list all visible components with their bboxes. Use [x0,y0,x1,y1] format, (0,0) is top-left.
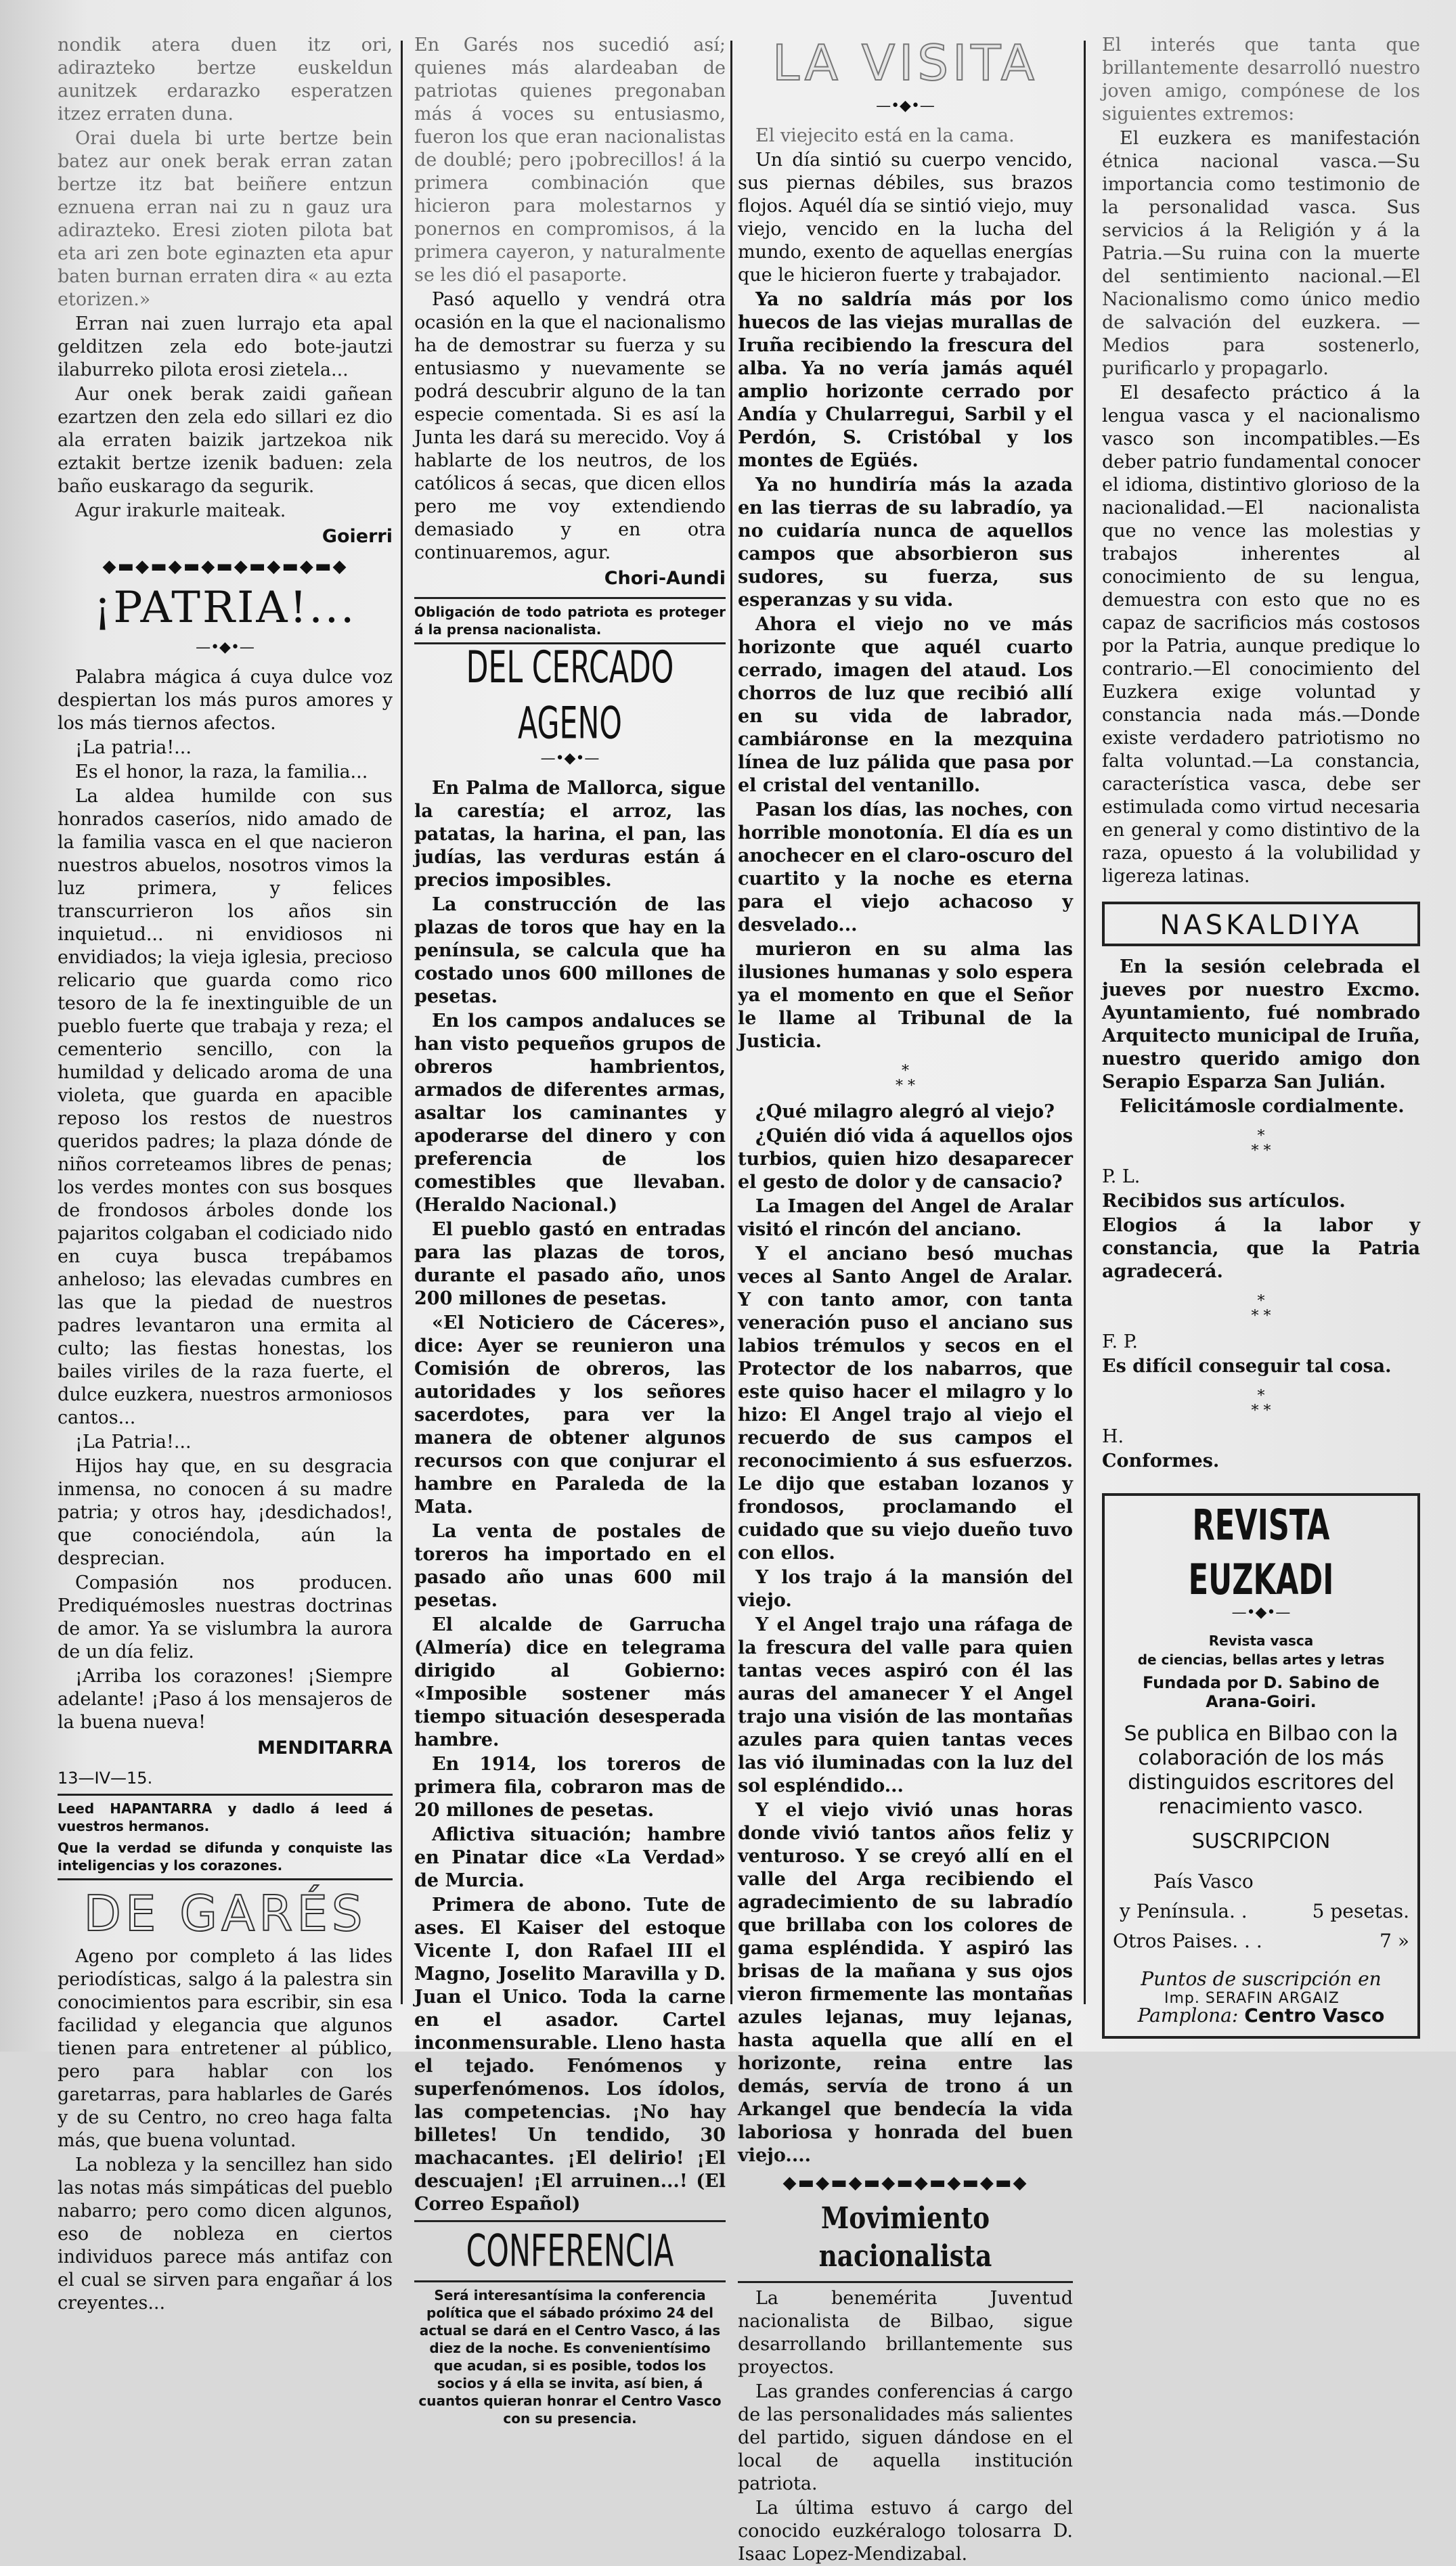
notice: Que la verdad se difunda y conquiste las inteligencias y los corazones. [58,1840,393,1874]
title-ornament: —•◆•— [1231,1604,1291,1621]
paragraph: El alcalde de Garrucha (Almería) dice en telegrama dirigido al Gobierno: «Imposible sostener más tiempo situación desesperada hambre. [414,1614,726,1750]
article-title-movimiento: Movimiento nacionalista [818,2201,992,2274]
divider [738,2281,1073,2283]
paragraph: El pueblo gastó en entradas para las plazas de toros, durante el pasado año, unos 200 millones de pesetas. [414,1219,726,1309]
correspondence-line: Conformes. [1102,1451,1220,1472]
puntos-city: Pamplona: [1137,2004,1239,2027]
article-title-visita: LA VISITA [772,35,1038,91]
paragraph: El desafecto práctico á la lengua vasca y el nacionalismo vasco son incompatibles.—Es deber patrio fundamental conocer el idioma, distintivo glorioso de la nacionalidad.—El nacionalista que no vence las molestias y trabajos inherentes al conocimiento de su lengua, demuestra con esto que no es capaz de sacrificios más costosos por la Patria, aunque predique lo contrario.—El conocimiento del Euzkera exige voluntad y constancia nada más.—Donde existe verdadero patriotismo no falta voluntad.—La constancia, característica vasca, debe ser estimulada como virtud necesaria en general y como distintivo de la raza, opuesto á la volubilidad y ligereza latinas. [1102,382,1420,887]
column-2 [414,34,726,2427]
paragraph: Orai duela bi urte bertze bein batez aur onek berak erran zatan bertze itz bat beiñere entzun eznuena erran nai zu n gauz ura adirazteko. Eresi zioten pilota bat eta ari zen bote eginazten eta apur baten burnan erraten dira « au ezta etorizen.» [58,128,393,310]
notice: Obligación de todo patriota es proteger á la prensa nacionalista. [414,604,726,638]
paragraph: La construcción de las plazas de toros que hay en la península, se calcula que ha costado unos 600 millones de pesetas. [414,894,726,1007]
section-stars: * * * [1251,1128,1271,1159]
ornament-divider: ◆▬◆▬◆▬◆▬◆▬◆▬◆▬◆ [102,556,348,577]
divider [414,2220,726,2222]
paragraph: murieron en su alma las ilusiones humanas y solo espera ya el momento en que el Señor le llame al Tribunal de la Justicia. [738,939,1073,1052]
paragraph: Erran nai zuen lurrajo eta apal gelditzen zela edo bote-jautzi ilaburreko pilota erosi zietela... [58,313,393,380]
paragraph: Y el Angel trajo una ráfaga de la frescura del valle para quien tantas veces aspiró con él las auras del amanecer Y el Angel trajo una visión de las montañas azules para quien tantas veces las vió iluminadas con la luz del sol espléndido... [738,1614,1073,1796]
revista-founded: Fundada por D. Sabino de Arana-Goiri. [1142,1673,1380,1711]
paragraph: Ya no hundiría más la azada en las tierras de su labradío, ya no cuidaría nunca de aquellos campos que absorbieron sus sudores, su fuerza, sus esperanzas y su vida. [738,474,1073,611]
conferencia-text: Será interesantísima la conferencia política que el sábado próximo 24 del actual se dará en el Centro Vasco, á las diez de la noche. Es convenientísimo que acudan, si es posible, todos los socios y á ella se invita, así bien, á cuantos quieran honrar el Centro Vasco con su presencia. [418,2287,722,2427]
article-title-gares: DE GARÉS [83,1885,367,1942]
paragraph: Aur onek berak zaidi gañean ezartzen den zela edo sillari ez dio ala erraten baizik jartzekoa nik eztakit bertze izenik baduen: zela baño euskarago da segurik. [58,384,393,497]
section-stars: * * * [1251,1388,1271,1419]
naskaldiya-box [1102,902,1420,946]
paragraph: Las grandes conferencias á cargo de las personalidades más salientes del partido, siguen dándose en el local de aquella institución patriota. [738,2381,1073,2494]
price-row [1113,1926,1409,1956]
date: 13—IV—15. [58,1769,153,1788]
section-stars: * * * [896,1063,915,1094]
paragraph: En la sesión celebrada el jueves por nuestro Excmo. Ayuntamiento, fué nombrado Arquitecto municipal de Iruña, nuestro querido amigo don Serapio Esparza San Julián. [1102,956,1420,1092]
price-value: 7 » [1380,1930,1409,1952]
paragraph: La Imagen del Angel de Aralar visitó el rincón del anciano. [738,1196,1073,1240]
paragraph: nondik atera duen itz ori, adirazteko bertze euskeldun aunitzek erdarazko esperatzen itzez erraten duna. [58,35,393,125]
revista-subtitle: de ciencias, bellas artes y letras [1137,1652,1385,1668]
correspondence-line: Recibidos sus artículos. [1102,1191,1346,1212]
paragraph: El interés que tanta que brillantemente desarrolló nuestro joven amigo, compónese de los siguientes extremos: [1102,35,1420,125]
signature: MENDITARRA [257,1738,393,1758]
paragraph: Pasó aquello y vendrá otra ocasión en la que el nacionalismo ha de demostrar su fuerza y su entusiasmo y nuevamente se podrá descubrir alguno de la tan especie comentada. Si es así la Junta les dará su merecido. Voy á hablarte de los neutros, de los católicos á secas, que dicen ellos pero me voy extendiendo demasiado y en otra continuaremos, agur. [414,289,726,563]
paragraph: Y el viejo vivió unas horas donde vivió tantos años feliz y venturoso. Y se creyó allí en el valle del Arga recibiendo el agradecimiento de su labradío que brillaba con los colores de gama espléndida. Y aspiró las brisas de la mañana y sus ojos vieron firmemente las montañas azules lejanas, muy lejanas, hasta aquella que allí en el horizonte, reina entre las demás, servía de trono á un Arkangel que bendecía la vida laboriosa y honrada del buen viejo.... [738,1800,1073,2166]
column-divider [730,41,732,2004]
signature: Goierri [322,526,393,547]
article-title-conferencia: CONFERENCIA [466,2226,674,2277]
paragraph: La venta de postales de toreros ha importado en el pasado año unas 600 mil pesetas. [414,1521,726,1611]
title-ornament: —•◆•— [196,639,255,656]
paragraph: El viejecito está en la cama. [755,125,1015,146]
price-label: y Península. . [1120,1900,1248,1922]
puntos-suscripcion: Puntos de suscripción en [1141,1968,1382,1990]
article-title-patria: ¡PATRIA!... [93,583,357,633]
divider [58,1794,393,1796]
paragraph: Hijos hay que, en su desgracia inmensa, no conocen á su madre patria; y otros hay, ¡desdichados!, que conociéndola, aún la desprecian. [58,1456,393,1569]
paragraph: Pasan los días, las noches, con horrible monotonía. El día es un anochecer en el claro-oscuro del cuartito y la noche es eterna para el viejo achacoso y desvelado... [738,799,1073,935]
column-3 [738,34,1073,2565]
paragraph: Ageno por completo á las lides periodísticas, salgo á la palestra sin conocimientos para escribir, sin esa facilidad y elegancia que algunos tienen para entretener al público, pero para hablar con los garetarras, para hablarles de Garés y de su Centro, no creo haga falta más, que buena voluntad. [58,1946,393,2151]
paragraph: Compasión nos producen. Prediquémosles nuestras doctrinas de amor. Ya se vislumbra la aurora de un día feliz. [58,1572,393,1662]
paragraph: Y los trajo á la mansión del viejo. [738,1567,1073,1611]
correspondence-initials: P. L. [1102,1166,1141,1187]
article-title-cercado: DEL CERCADO AGENO [466,642,674,749]
paragraph: «El Noticiero de Cáceres», dice: Ayer se reunieron una Comisión de obreros, las autoridades y los señores sacerdotes, para ver la manera de obtener algunos recursos con que conjurar el hambre en Paraleda de la Mata. [414,1312,726,1518]
revista-title: REVISTA EUZKADI [1188,1500,1334,1604]
correspondence-line: Es difícil conseguir tal cosa. [1102,1356,1392,1377]
revista-body: Se publica en Bilbao con la colaboración de los más distinguidos escritores del renacimiento vasco. [1124,1722,1398,1819]
price-row [1113,1867,1409,1897]
paragraph: Felicitámosle cordialmente. [1120,1096,1405,1117]
paragraph: Un día sintió su cuerpo vencido, sus piernas débiles, sus brazos flojos. Aquél día se sintió viejo, muy viejo, vencido en la lucha del mundo, exento de aquellas energías que le hicieron fuerte y trabajador. [738,150,1073,286]
paragraph: En Palma de Mallorca, sigue la carestía; el arroz, las patatas, la harina, el pan, las judías, las verduras están á precios imposibles. [414,778,726,891]
paragraph: ¡La Patria!... [75,1432,192,1453]
section-stars: * * * [1251,1293,1271,1325]
price-value: 5 pesetas. [1312,1900,1409,1922]
printer-credit: Imp. SERAFIN ARGAIZ [1164,1990,1340,2007]
paragraph: La aldea humilde con sus honrados caseríos, nido amado de la familia vasca en el que nacieron nuestros abuelos, nosotros vimos la luz primera, y felices transcurrieron los años sin inquietud... ni envidiosos ni envidiados; la vieja iglesia, precioso relicario que guarda como rico tesoro de la fe inextinguible de un pueblo fuerte que trabaja y reza; el cementerio sencillo, con la humildad y delicado aroma de una violeta, que guarda en apacible reposo los restos de nuestros queridos padres; la plaza dónde de niños correteamos libres de penas; los verdes montes con sus bosques de frondosos árboles donde los pajaritos colgaban el codiciado nido en cuya busca trepábamos anheloso; las elevadas cumbres en las que la piedad de nuestros padres levantaron una ermita al culto; las fiestas honestas, los bailes viriles de la raza fuerte, el dulce euzkera, nuestros armoniosos cantos... [58,786,393,1428]
paragraph: ¡La patria!... [75,737,192,758]
paragraph: ¿Qué milagro alegró al viejo? [755,1101,1055,1122]
paragraph: En 1914, los toreros de primera fila, cobraron mas de 20 millones de pesetas. [414,1754,726,1821]
price-row [1113,1897,1409,1926]
divider [414,597,726,599]
paragraph: Ya no saldría más por los huecos de las viejas murallas de Iruña recibiendo la frescura del alba. Ya no vería jamás aquél amplio horizonte cerrado por Andía y Chularregui, Sarbil y el Perdón, S. Cristóbal y los montes de Egüés. [738,289,1073,471]
paragraph: La nobleza y la sencillez han sido las notas más simpáticas del pueblo nabarro; pero como dicen algunos, eso de nobleza en ciertos individuos parece más antifaz con el cual se sirven para engañar á los creyentes... [58,2154,393,2314]
paragraph: Ahora el viejo no ve más horizonte que aquél cuarto cerrado, imagen del ataud. Los chorros de luz que recibió allí en su vida de labrador, cambiáronse en la mezquina línea de luz pálida que pasa por el cristal del ventanillo. [738,614,1073,796]
correspondence-initials: F. P. [1102,1331,1138,1352]
title-ornament: —•◆•— [876,97,935,114]
signature: Chori-Aundi [604,568,726,589]
ornament-divider: ◆▬◆▬◆▬◆▬◆▬◆▬◆▬◆ [782,2173,1028,2193]
paragraph: Primera de abono. Tute de ases. El Kaiser del estoque Vicente I, don Rafael III el Magno, Joselito Maravilla y D. Juan el Unico. Toda la carne en el asador. Cartel inconmensurable. Lleno hasta el tejado. Fenómenos y superfenómenos. Los ídolos, las competencias. ¡No hay billetes! Un tendido, 30 machacantes. ¡El delirio! ¡El descuajen! ¡El arruinen...! (El Correo Español) [414,1895,726,2215]
title-ornament: —•◆•— [540,750,600,767]
naskaldiya-title: NASKALDIYA [1160,910,1363,941]
basque-article [58,34,393,523]
column-4 [1102,34,1420,2027]
paragraph: La benemérita Juventud nacionalista de Bilbao, sigue desarrollando brillantemente sus proyectos. [738,2288,1073,2378]
correspondence-initials: H. [1102,1426,1124,1447]
suscripcion-heading: SUSCRIPCION [1191,1830,1331,1853]
column-divider [1084,41,1086,2004]
paragraph: La última estuvo á cargo del conocido euzkéralogo tolosarra D. Isaac Lopez-Mendizabal. [738,2498,1073,2565]
paragraph: Palabra mágica á cuya dulce voz despiertan los más puros amores y los más tiernos afectos. [58,667,393,734]
paragraph: ¡Arriba los corazones! ¡Siempre adelante! ¡Paso á los mensajeros de la buena nueva! [58,1666,393,1733]
paragraph: Agur irakurle maiteak. [75,500,286,521]
paragraph: El euzkera es manifestación étnica nacional vasca.—Su importancia como testimonio de la personalidad vasca. Sus servicios á la Religión y á la Patria.—Su ruina con la muerte del sentimiento nacional.—El Nacionalismo como único medio de salvación del euzkera. —Medios para sostenerlo, purificarlo y propagarlo. [1102,128,1420,379]
revista-subtitle: Revista vasca [1208,1633,1314,1649]
paragraph: Y el anciano besó muchas veces al Santo Angel de Aralar. Y con tanto amor, con tanta veneración puso el anciano sus labios trémulos y secos en el Protector de los nabarros, que este quiso hacer el milagro y lo hizo: El Angel trajo al viejo el recuerdo de sus campos el reconocimiento á sus esfuerzos. Le dijo que estaban lozanos y frondosos, proclamando el cuidado que su viejo dueño tuvo con ellos. [738,1243,1073,1564]
revista-euzkadi-ad [1102,1493,1420,2039]
column-1 [58,34,393,2314]
divider [414,2280,726,2282]
correspondence-line: Elogios á la labor y constancia, que la Patria agradecerá. [1102,1215,1420,1282]
column-divider [401,41,403,2004]
puntos-centro: Centro Vasco [1244,2004,1385,2027]
paragraph: Aflictiva situación; hambre en Pinatar dice «La Verdad» de Murcia. [414,1824,726,1891]
divider [58,1878,393,1880]
price-label: País Vasco [1153,1870,1254,1893]
paragraph: Es el honor, la raza, la familia... [75,761,368,782]
price-label: Otros Paises. . . [1113,1930,1262,1952]
paragraph: En los campos andaluces se han visto pequeños grupos de obreros hambrientos, armados de diferentes armas, asaltar los caminantes y apoderarse del dinero y con preferencia de los comestibles que llevaban. (Heraldo Nacional.) [414,1011,726,1216]
paragraph: ¿Quién dió vida á aquellos ojos turbios, quien hizo desaparecer el gesto de dolor y de cansacio? [738,1126,1073,1193]
paragraph: En Garés nos sucedió así; quienes más alardeaban de patriotas quienes pregonaban más á voces su entusiasmo, fueron los que eran nacionalistas de doublé; pero ¡pobrecillos! á la primera combinación que hicieron para molestarnos y ponernos en compromisos, á la primera cayeron, y naturalmente se les dió el pasaporte. [414,35,726,286]
notice: Leed HAPANTARRA y dadlo á leed á vuestros hermanos. [58,1800,393,1834]
date-line [58,1767,393,1790]
